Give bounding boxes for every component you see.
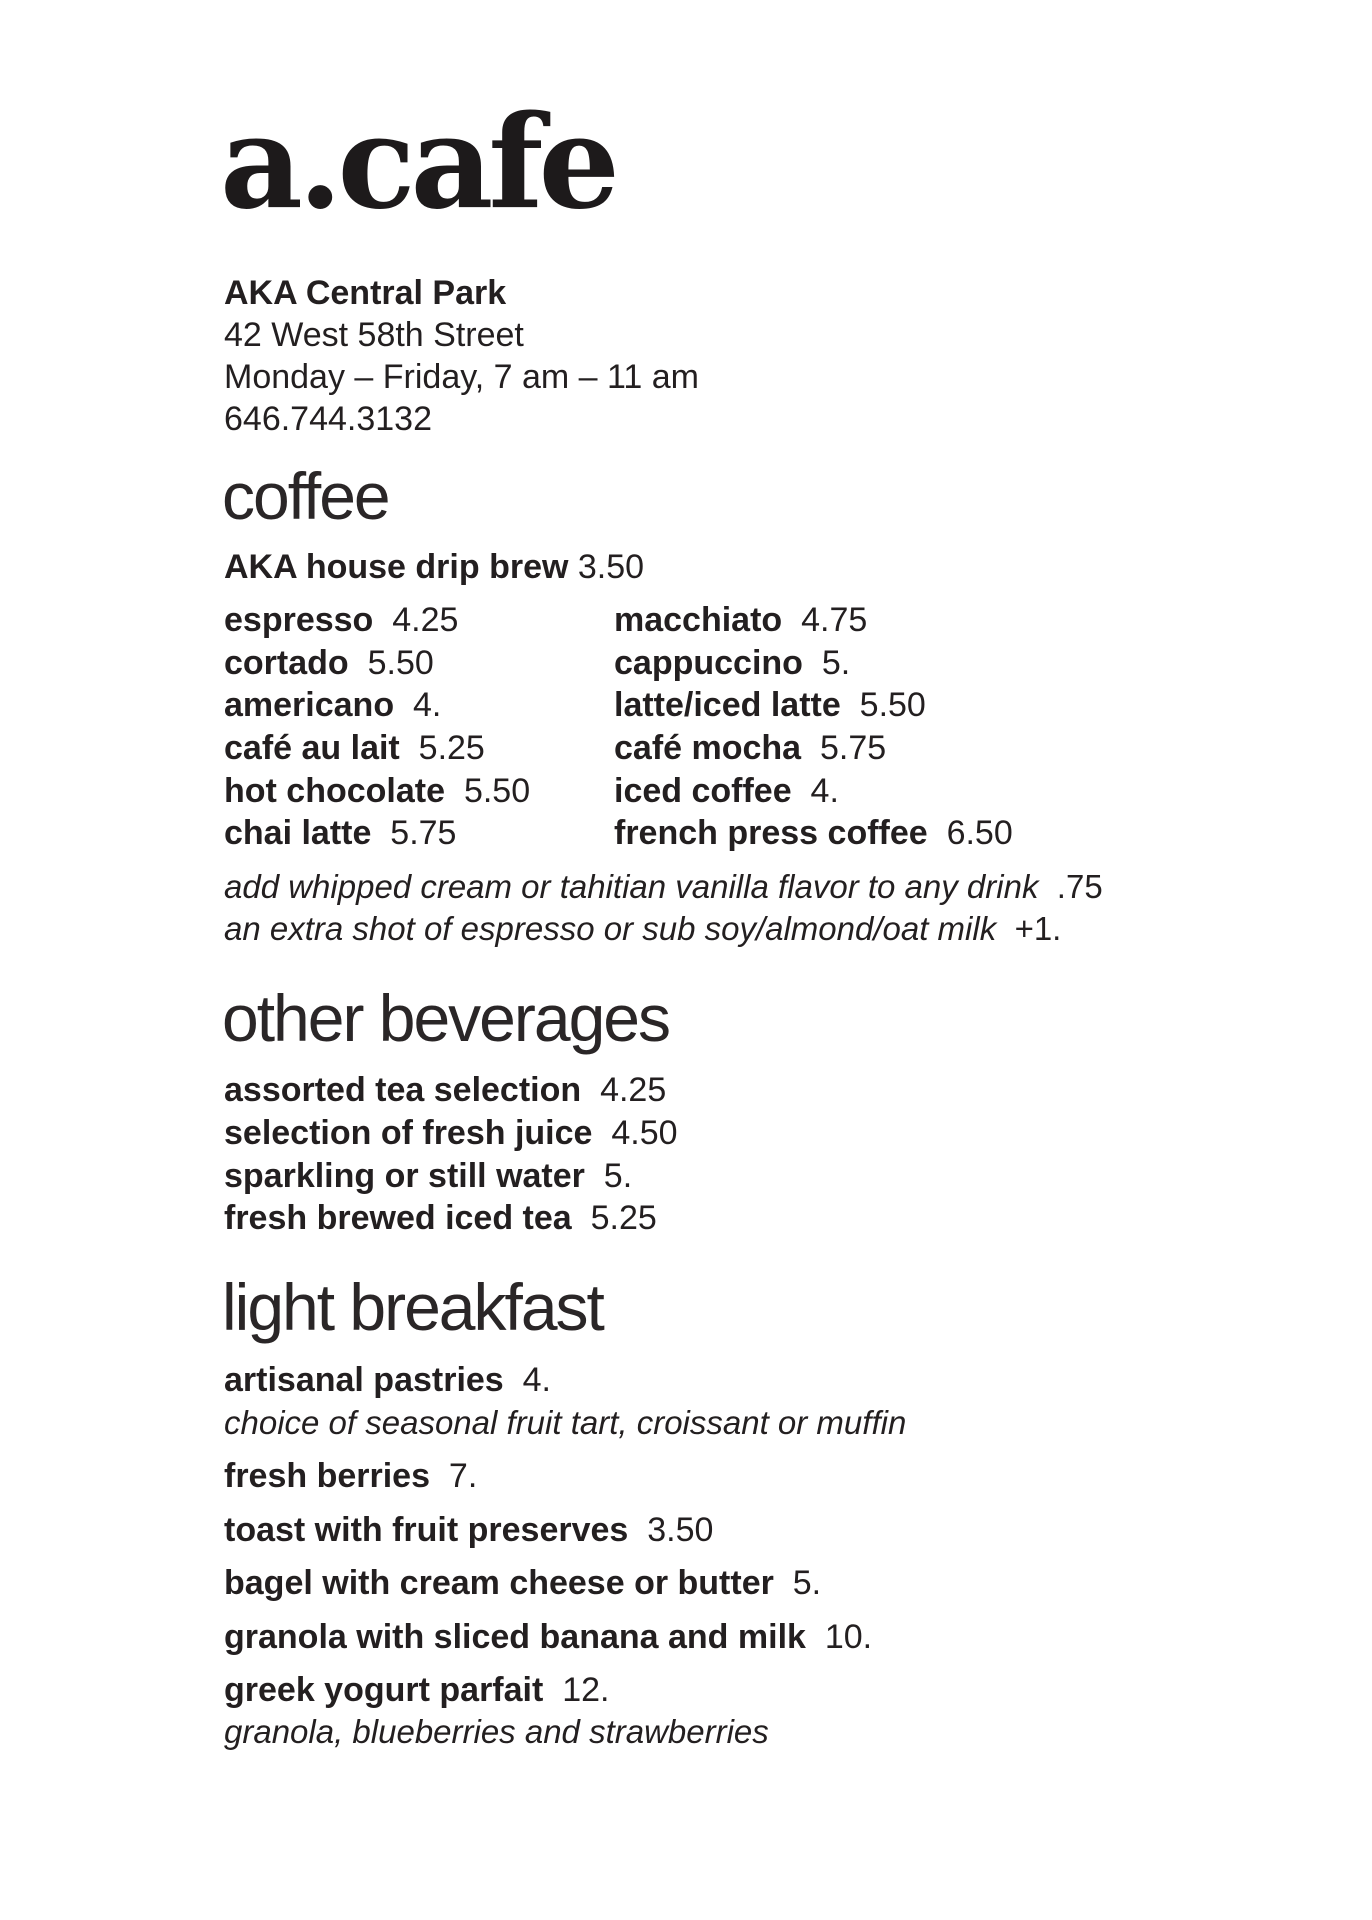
menu-item-price: 5.75 [390, 814, 457, 852]
menu-item-price: 5. [603, 1157, 633, 1195]
menu-item-price: 3.50 [647, 1511, 714, 1549]
menu-item [224, 1069, 666, 1111]
menu-item-name: AKA house drip brew [224, 548, 569, 586]
menu-item-house-brew [224, 546, 644, 588]
menu-item-name: americano [224, 686, 395, 724]
menu-item [614, 642, 850, 684]
menu-item [224, 770, 530, 812]
menu-item-name: café mocha [614, 729, 802, 767]
menu-item-description: choice of seasonal fruit tart, croissant or muffin [224, 1404, 907, 1441]
addon-price: +1. [1014, 910, 1062, 947]
menu-item-price: 5.75 [820, 729, 887, 767]
menu-item [614, 727, 886, 769]
menu-item-name: espresso [224, 601, 374, 639]
location-phone: 646.744.3132 [224, 400, 432, 438]
menu-item-price: 5. [821, 644, 851, 682]
menu-item-price: 4. [413, 686, 442, 724]
coffee-addon-note [224, 866, 1103, 908]
menu-item-price: 7. [448, 1457, 478, 1495]
menu-item-price: 3.50 [577, 548, 645, 586]
menu-item [224, 1197, 657, 1239]
menu-item-name: fresh brewed iced tea [224, 1199, 572, 1237]
menu-item-price: 4.25 [392, 601, 459, 639]
menu-item [224, 1112, 678, 1154]
menu-item [224, 599, 458, 641]
menu-item-price: 4.25 [600, 1071, 667, 1109]
menu-item-name: café au lait [224, 729, 400, 767]
section-heading-light-breakfast: light breakfast [222, 1270, 603, 1344]
menu-item-name: cortado [224, 644, 349, 682]
menu-item-name: chai latte [224, 814, 372, 852]
menu-item-description: granola, blueberries and strawberries [224, 1713, 769, 1750]
menu-item-name: toast with fruit preserves [224, 1511, 629, 1549]
section-heading-other-beverages: other beverages [222, 981, 669, 1055]
menu-item [224, 1562, 821, 1604]
menu-item [224, 684, 441, 726]
menu-item-price: 5.25 [590, 1199, 657, 1237]
section-heading-coffee: coffee [222, 459, 389, 533]
location-info [224, 272, 699, 440]
menu-item-price: 5.50 [463, 772, 531, 810]
menu-item [224, 1616, 872, 1658]
menu-item-price: 5.50 [367, 644, 434, 682]
menu-item [224, 642, 434, 684]
menu-item-name: artisanal pastries [224, 1361, 504, 1399]
menu-item-price: 6.50 [946, 814, 1013, 852]
addon-price: .75 [1056, 868, 1103, 905]
menu-item-price: 5. [792, 1564, 822, 1602]
menu-item-price: 4.50 [611, 1114, 678, 1152]
menu-item-name: cappuccino [614, 644, 803, 682]
menu-item-price: 4. [522, 1361, 551, 1399]
menu-item-price: 4. [810, 772, 839, 810]
location-hours: Monday – Friday, 7 am – 11 am [224, 358, 699, 396]
menu-item [224, 1509, 713, 1551]
menu-item [224, 1455, 477, 1497]
menu-item-name: selection of fresh juice [224, 1114, 593, 1152]
menu-item-name: hot chocolate [224, 772, 446, 810]
menu-item [614, 684, 926, 726]
menu-item-name: latte/iced latte [614, 686, 841, 724]
addon-text: an extra shot of espresso or sub soy/almond/oat milk [224, 910, 997, 947]
menu-item-price: 5.50 [859, 686, 926, 724]
menu-item-name: bagel with cream cheese or butter [224, 1564, 774, 1602]
menu-item-name: granola with sliced banana and milk [224, 1618, 806, 1656]
menu-item-price: 10. [824, 1618, 873, 1656]
menu-item [614, 770, 839, 812]
menu-item-price: 4.75 [801, 601, 868, 639]
menu-item-name: iced coffee [614, 772, 792, 810]
menu-item-name: french press coffee [614, 814, 928, 852]
cafe-logo: a.cafe [220, 88, 615, 238]
menu-item-name: fresh berries [224, 1457, 430, 1495]
menu-item [224, 1155, 632, 1197]
menu-item [224, 1669, 609, 1711]
addon-text: add whipped cream or tahitian vanilla flavor to any drink [224, 868, 1039, 905]
menu-item-name: assorted tea selection [224, 1071, 582, 1109]
menu-item-price: 12. [562, 1671, 610, 1709]
location-address: 42 West 58th Street [224, 316, 524, 354]
menu-item [224, 1359, 551, 1401]
menu-item [614, 599, 867, 641]
location-name: AKA Central Park [224, 274, 507, 312]
menu-item [224, 727, 485, 769]
menu-item [614, 812, 1013, 854]
menu-item-name: macchiato [614, 601, 783, 639]
menu-item-name: greek yogurt parfait [224, 1671, 544, 1709]
menu-item-price: 5.25 [418, 729, 485, 767]
coffee-addon-note [224, 908, 1061, 950]
menu-item-name: sparkling or still water [224, 1157, 585, 1195]
menu-item [224, 812, 456, 854]
